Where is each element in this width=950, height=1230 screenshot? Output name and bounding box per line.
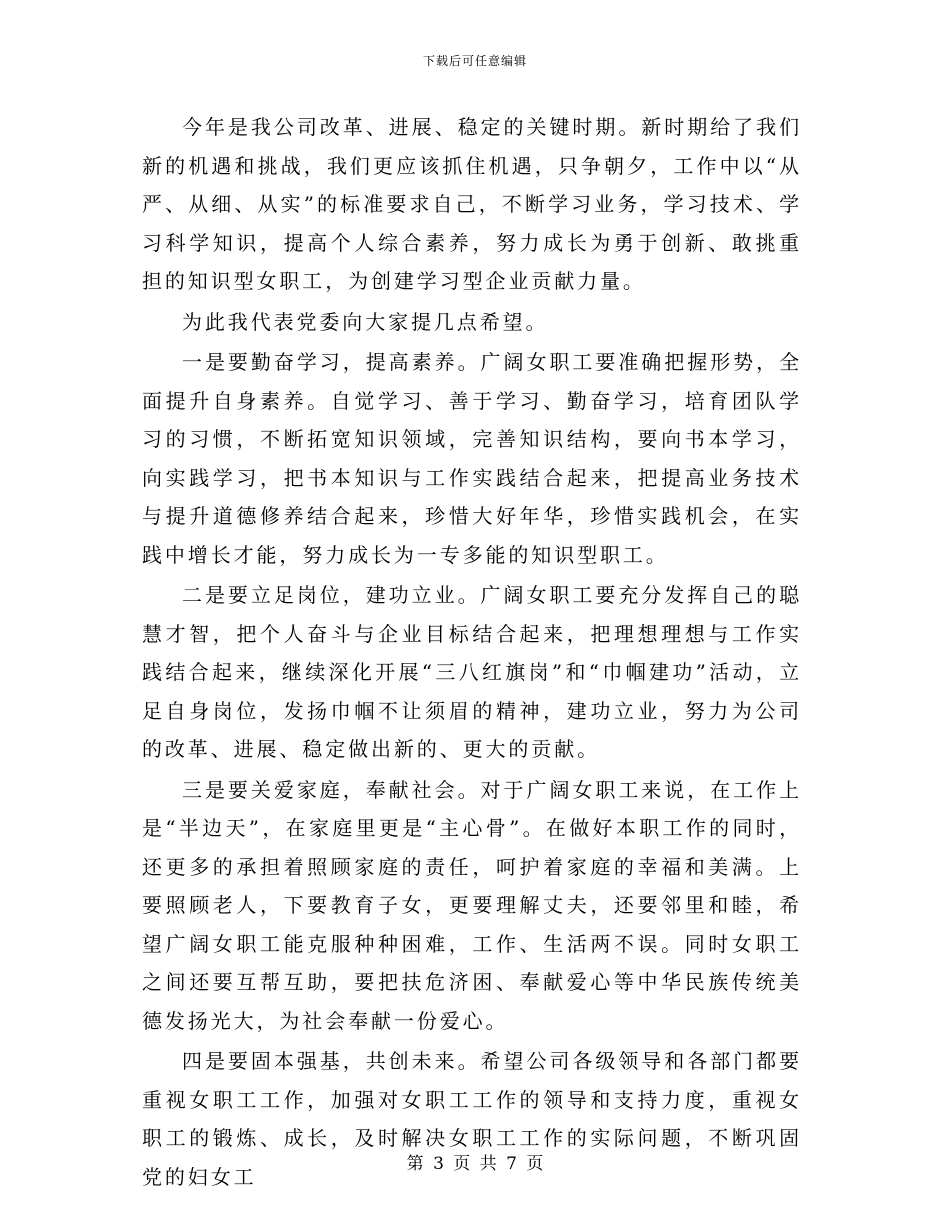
paragraph-hope-one: 一是要勤奋学习，提高素养。广阔女职工要准确把握形势，全面提升自身素养。自觉学习、善于学习、勤奋学习，培育团队学习的习惯，不断拓宽知识领域，完善知识结构，要向书本学习，向实践学习，把书本知识与工作实践结合起来，把提高业务技术与提升道德修养结合起来，珍惜大好年华，珍惜实践机会，在实践中增长才能，努力成长为一专多能的知识型职工。 (142, 350, 802, 567)
document-body (142, 108, 802, 1198)
page-header: 下载后可任意编辑 (422, 54, 527, 68)
paragraph-intro: 今年是我公司改革、进展、稳定的关键时期。新时期给了我们新的机遇和挑战，我们更应该抓住机遇，只争朝夕，工作中以“从严、从细、从实”的标准要求自己，不断学习业务，学习技术、学习科学知识，提高个人综合素养，努力成长为勇于创新、敢挑重担的知识型女职工，为创建学习型企业贡献力量。 (142, 115, 802, 293)
paragraph-hopes-lead: 为此我代表党委向大家提几点希望。 (182, 309, 549, 334)
paragraph-hope-three: 三是要关爱家庭，奉献社会。对于广阔女职工来说，在工作上是“半边天”，在家庭里更是“主心骨”。在做好本职工作的同时，还更多的承担着照顾家庭的责任，呵护着家庭的幸福和美满。上要照顾老人，下要教育子女，更要理解丈夫，还要邻里和睦，希望广阔女职工能克服种种困难，工作、生活两不误。同时女职工之间还要互帮互助，要把扶危济困、奉献爱心等中华民族传统美德发扬光大，为社会奉献一份爱心。 (142, 777, 802, 1033)
page-number-footer: 第 3 页 共 7 页 (406, 1154, 544, 1174)
paragraph-hope-two: 二是要立足岗位，建功立业。广阔女职工要充分发挥自己的聪慧才智，把个人奋斗与企业目标结合起来，把理想理想与工作实践结合起来，继续深化开展“三八红旗岗”和“巾帼建功”活动，立足自身岗位，发扬巾帼不让须眉的精神，建功立业，努力为公司的改革、进展、稳定做出新的、更大的贡献。 (142, 583, 802, 761)
paragraph-hope-four: 四是要固本强基，共创未来。希望公司各级领导和各部门都要重视女职工工作，加强对女职工工作的领导和支持力度，重视女职工的锻炼、成长，及时解决女职工工作的实际问题，不断巩固党的妇女工 (142, 1049, 802, 1189)
